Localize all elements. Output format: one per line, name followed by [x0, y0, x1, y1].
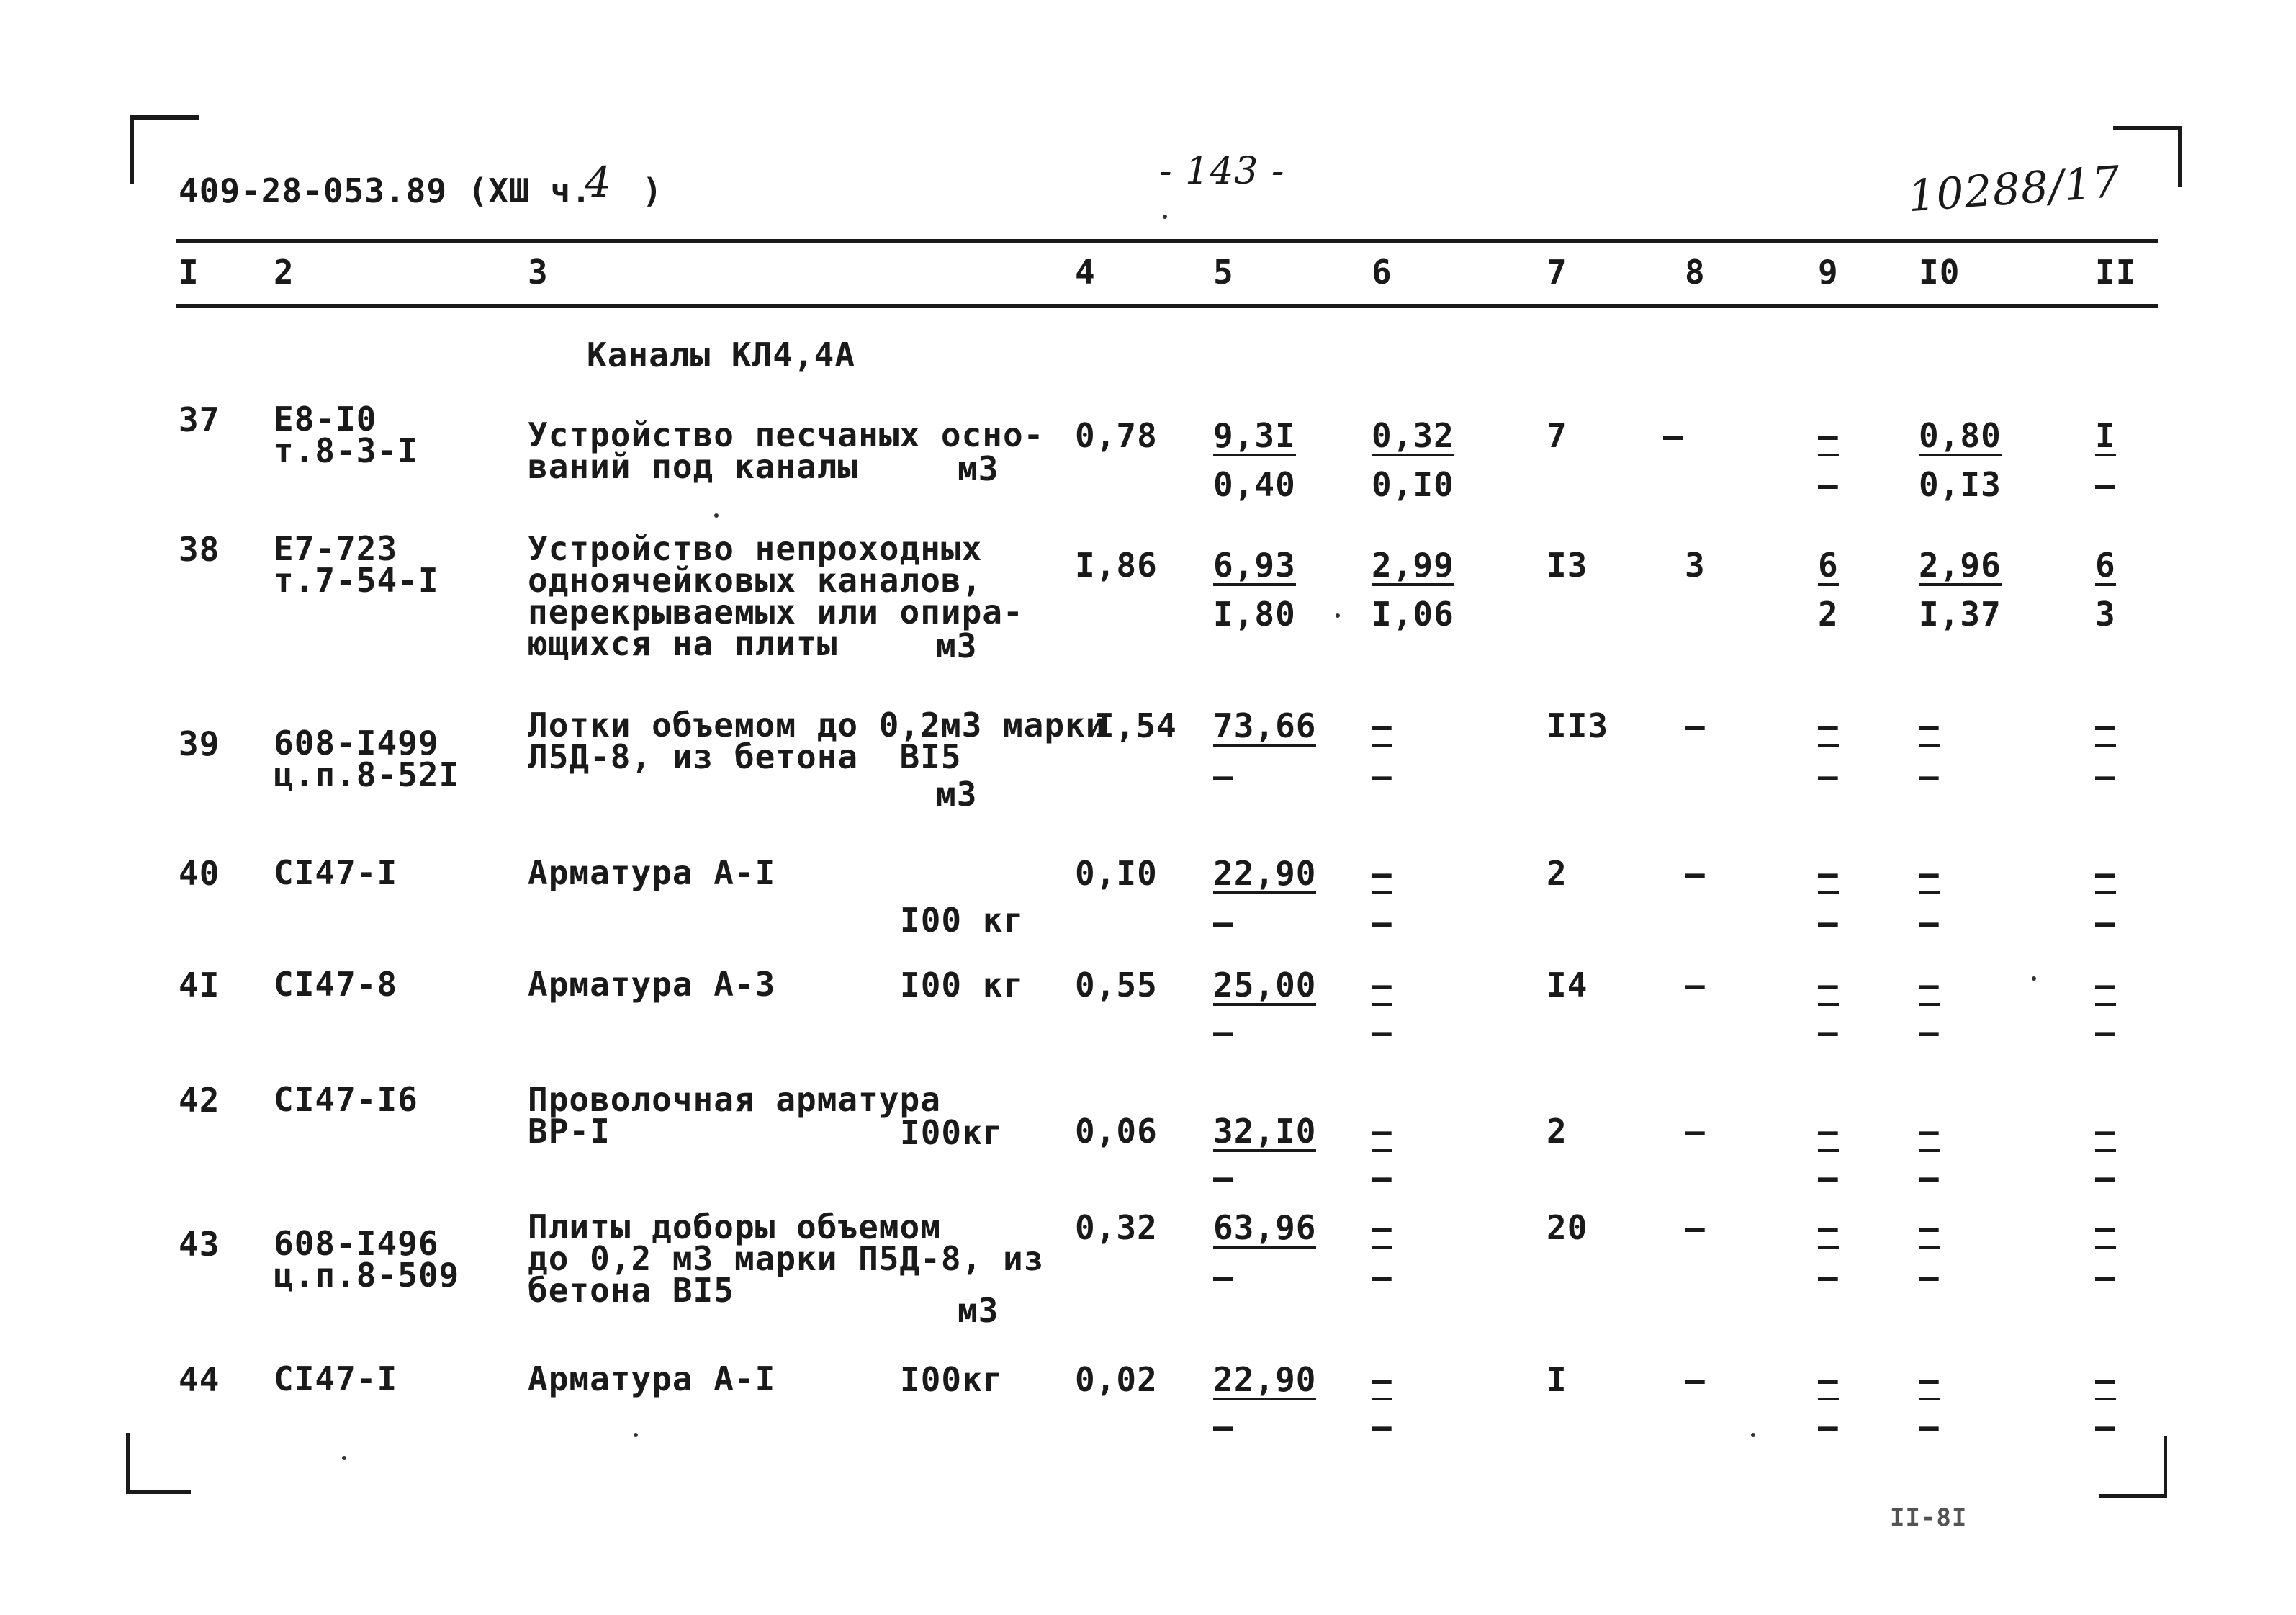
col-10-top: – — [1919, 854, 1940, 893]
col-6-top: – — [1372, 854, 1392, 893]
col-4-value: 0,32 — [1075, 1208, 1158, 1247]
col-9-bottom: – — [1818, 465, 1839, 504]
rate-code: СI47-8 — [274, 965, 398, 1004]
crop-mark-bottom-left — [126, 1433, 191, 1494]
col-11-top: – — [2095, 706, 2116, 745]
row-number: 4I — [179, 966, 220, 1004]
scan-speck — [342, 1456, 346, 1460]
unit: I00кг — [900, 1113, 1004, 1152]
col-6-bottom: – — [1372, 1158, 1392, 1197]
col-8-value: – — [1685, 1208, 1706, 1247]
col-5-top: 25,00 — [1213, 966, 1317, 1004]
col-10-top: – — [1919, 1360, 1940, 1399]
col-5-top: 32,I0 — [1213, 1112, 1317, 1151]
col-5-top: 6,93 — [1213, 546, 1296, 585]
column-header: 2 — [274, 253, 294, 292]
col-5-top: 63,96 — [1213, 1208, 1317, 1247]
column-header: II — [2095, 253, 2137, 292]
col-6-bottom: – — [1372, 1257, 1392, 1296]
unit: м3 — [958, 449, 999, 488]
work-description: Лотки объемом до 0,2м3 марки Л5Д-8, из бетона ВI5 — [528, 706, 1107, 776]
col-5-top: 22,90 — [1213, 1360, 1317, 1399]
col-6-top: 2,99 — [1372, 546, 1454, 585]
col-10-top: – — [1919, 706, 1940, 745]
col-5-bottom: – — [1213, 1257, 1234, 1296]
rate-code: СI47-I — [274, 853, 398, 892]
col-7-value: 2 — [1547, 854, 1567, 893]
unit: м3 — [958, 1291, 999, 1330]
col-6-top: – — [1372, 1112, 1392, 1151]
unit: I00 кг — [900, 901, 1025, 940]
col-9-top: – — [1818, 854, 1839, 893]
column-header: I — [179, 253, 199, 292]
col-9-top: 6 — [1818, 546, 1839, 585]
col-7-value: I3 — [1547, 546, 1588, 585]
col-11-top: 6 — [2095, 546, 2116, 585]
row-number: 44 — [179, 1360, 220, 1399]
scan-speck — [634, 1433, 638, 1437]
col-10-bottom: I,37 — [1919, 595, 2002, 634]
crop-mark-top-right — [2113, 126, 2182, 187]
col-6-top: – — [1372, 1360, 1392, 1399]
table-top-rule — [176, 239, 2158, 243]
col-11-bottom: – — [2095, 757, 2116, 796]
scan-speck — [714, 513, 719, 518]
col-11-top: – — [2095, 1208, 2116, 1247]
col-9-top: – — [1818, 1112, 1839, 1151]
col-7-value: 7 — [1547, 416, 1567, 455]
rate-code: 608-I496 ц.п.8-509 — [274, 1224, 460, 1295]
col-11-top: – — [2095, 1360, 2116, 1399]
work-description: Устройство непроходных одноячейковых каналов, перекрываемых или опира- ющихся на плиты — [528, 529, 1024, 663]
col-7-value: 2 — [1547, 1112, 1567, 1151]
col-6-top: – — [1372, 1208, 1392, 1247]
col-4-value: 0,02 — [1075, 1360, 1158, 1399]
col-8-value: – — [1685, 1112, 1706, 1151]
col-11-bottom: – — [2095, 1158, 2116, 1197]
col-4-value: I,54 — [1094, 706, 1177, 745]
rate-code: Е8-I0 т.8-3-I — [274, 400, 418, 470]
work-description: Арматура А-3 — [528, 965, 776, 1004]
col-9-bottom: – — [1818, 1012, 1839, 1051]
col-9-bottom: – — [1818, 1257, 1839, 1296]
col-8-value: – — [1685, 854, 1706, 893]
col-5-top: 22,90 — [1213, 854, 1317, 893]
header-close-paren: ) — [642, 171, 663, 210]
col-11-top: I — [2095, 416, 2116, 455]
col-4-value: 0,I0 — [1075, 854, 1158, 893]
col-11-bottom: – — [2095, 1012, 2116, 1051]
col-5-bottom: 0,40 — [1213, 465, 1296, 504]
unit: I00 кг — [900, 966, 1025, 1004]
work-description: Проволочная арматура ВР-I — [528, 1080, 941, 1151]
col-10-bottom: 0,I3 — [1919, 465, 2002, 504]
row-number: 40 — [179, 854, 220, 893]
row-number: 37 — [179, 400, 220, 439]
col-5-top: 9,3I — [1213, 416, 1296, 455]
col-5-bottom: – — [1213, 1158, 1234, 1197]
col-11-top: – — [2095, 854, 2116, 893]
scan-speck — [1751, 1433, 1755, 1437]
col-7-value: II3 — [1547, 706, 1609, 745]
row-number: 42 — [179, 1081, 220, 1120]
col-5-top: 73,66 — [1213, 706, 1317, 745]
unit: м3 — [936, 775, 978, 814]
column-header: 9 — [1818, 253, 1839, 292]
work-description: Плиты доборы объемом до 0,2 м3 марки П5Д-8, из бетона ВI5 — [528, 1207, 1045, 1310]
column-header-rule — [176, 304, 2158, 308]
section-title: Каналы КЛ4,4А — [587, 336, 856, 374]
page-number: - 143 - — [1159, 150, 1285, 193]
row-number: 43 — [179, 1225, 220, 1264]
rate-code: СI47-I6 — [274, 1080, 418, 1119]
col-6-bottom: 0,I0 — [1372, 465, 1454, 504]
col-8-value: – — [1685, 966, 1706, 1004]
col-4-value: 0,55 — [1075, 966, 1158, 1004]
col-10-top: 0,80 — [1919, 416, 2002, 455]
col-9-top: – — [1818, 706, 1839, 745]
scan-speck — [1336, 613, 1340, 618]
column-header: 5 — [1213, 253, 1234, 292]
col-10-top: – — [1919, 1208, 1940, 1247]
col-8-value: – — [1685, 706, 1706, 745]
col-11-top: – — [2095, 966, 2116, 1004]
col-11-bottom: – — [2095, 465, 2116, 504]
col-11-bottom: 3 — [2095, 595, 2116, 634]
column-header: 3 — [528, 253, 549, 292]
col-9-bottom: – — [1818, 1158, 1839, 1197]
col-9-top: – — [1818, 1208, 1839, 1247]
col-11-bottom: – — [2095, 1257, 2116, 1296]
rate-code: Е7-723 т.7-54-I — [274, 529, 439, 600]
col-7-value: I4 — [1547, 966, 1588, 1004]
footer-code: II-8I — [1890, 1503, 1968, 1532]
col-9-top: – — [1818, 1360, 1839, 1399]
col-11-bottom: – — [2095, 903, 2116, 942]
col-8-value: – — [1663, 416, 1684, 455]
work-description: Арматура А-I — [528, 1359, 776, 1398]
col-5-bottom: – — [1213, 903, 1234, 942]
col-9-bottom: 2 — [1818, 595, 1839, 634]
scan-speck — [2032, 976, 2036, 981]
col-6-bottom: – — [1372, 757, 1392, 796]
col-11-top: – — [2095, 1112, 2116, 1151]
col-10-bottom: – — [1919, 1158, 1940, 1197]
col-9-top: – — [1818, 416, 1839, 455]
col-6-bottom: – — [1372, 1012, 1392, 1051]
col-8-value: – — [1685, 1360, 1706, 1399]
col-4-value: 0,06 — [1075, 1112, 1158, 1151]
work-description: Арматура А-I — [528, 853, 776, 892]
col-7-value: I — [1547, 1360, 1567, 1399]
unit: м3 — [936, 626, 978, 665]
col-6-bottom: – — [1372, 1407, 1392, 1446]
col-11-bottom: – — [2095, 1407, 2116, 1446]
col-7-value: 20 — [1547, 1208, 1588, 1247]
part-number: 4 — [585, 158, 612, 207]
col-5-bottom: – — [1213, 1407, 1234, 1446]
col-6-top: – — [1372, 706, 1392, 745]
col-5-bottom: – — [1213, 1012, 1234, 1051]
col-8-value: 3 — [1685, 546, 1706, 585]
col-10-bottom: – — [1919, 757, 1940, 796]
work-description: Устройство песчаных осно- ваний под каналы — [528, 415, 1045, 486]
col-4-value: 0,78 — [1075, 416, 1158, 455]
col-6-bottom: I,06 — [1372, 595, 1454, 634]
row-number: 39 — [179, 724, 220, 763]
column-header: 8 — [1685, 253, 1706, 292]
col-6-bottom: – — [1372, 903, 1392, 942]
col-5-bottom: – — [1213, 757, 1234, 796]
col-9-bottom: – — [1818, 757, 1839, 796]
rate-code: 608-I499 ц.п.8-52I — [274, 724, 460, 794]
col-6-top: 0,32 — [1372, 416, 1454, 455]
column-header: 6 — [1372, 253, 1392, 292]
unit: I00кг — [900, 1360, 1004, 1399]
col-5-bottom: I,80 — [1213, 595, 1296, 634]
column-header: 7 — [1547, 253, 1567, 292]
rate-code: СI47-I — [274, 1359, 398, 1398]
col-4-value: I,86 — [1075, 546, 1158, 585]
col-9-bottom: – — [1818, 1407, 1839, 1446]
col-9-top: – — [1818, 966, 1839, 1004]
document-code: 409-28-053.89 (XШ ч. — [179, 171, 592, 210]
col-10-bottom: – — [1919, 1012, 1940, 1051]
col-10-bottom: – — [1919, 903, 1940, 942]
col-6-top: – — [1372, 966, 1392, 1004]
col-10-top: 2,96 — [1919, 546, 2002, 585]
inventory-number: 10288/17 — [1906, 156, 2122, 222]
col-10-top: – — [1919, 966, 1940, 1004]
col-10-bottom: – — [1919, 1257, 1940, 1296]
column-header: 4 — [1075, 253, 1096, 292]
col-9-bottom: – — [1818, 903, 1839, 942]
col-10-top: – — [1919, 1112, 1940, 1151]
row-number: 38 — [179, 530, 220, 569]
col-10-bottom: – — [1919, 1407, 1940, 1446]
column-header: I0 — [1919, 253, 1960, 292]
scan-speck — [1163, 215, 1167, 219]
